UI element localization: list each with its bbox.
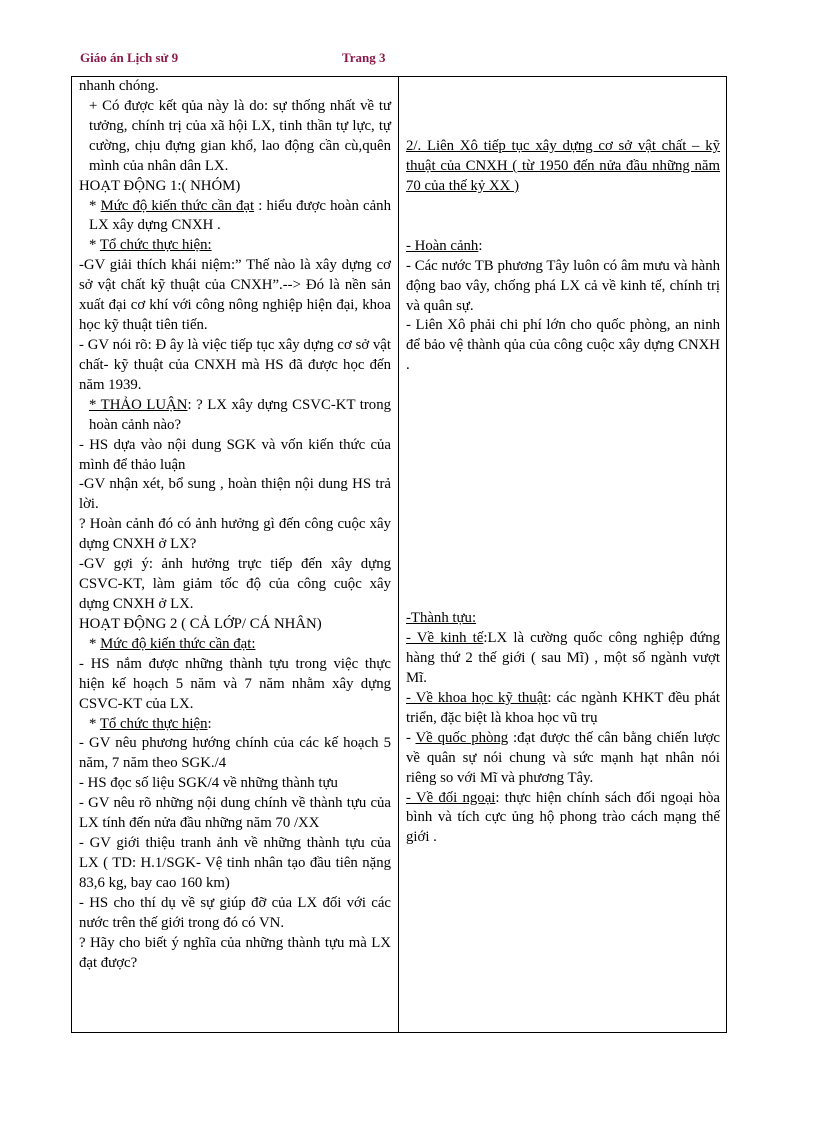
paragraph: -GV giải thích khái niệm:” Thế nào là xây dựng cơ sở vật chất kỹ thuật của CNXH”.--> Đó là nền sản xuất đại cơ khí với công nông nghiệp hiện đại, khoa học kỹ thuật tiên tiến. [79,257,391,334]
achievements-heading: -Thành tựu: [406,610,477,627]
paragraph: - HS dựa vào nội dung SGK và vốn kiến thức của mình để thảo luận [79,436,391,473]
foreign-affairs-label: - Về đối ngoại [406,789,496,806]
paragraph: ? Hoàn cảnh đó có ảnh hưởng gì đến công cuộc xây dựng CNXH ở LX? [79,516,391,553]
defense-item: - Về quốc phòng :đạt được thế cân bằng chiến lược về quân sự nói chung và sức mạnh hạt nhân nói riêng so với Mĩ và phương Tây. [406,729,720,786]
foreign-affairs-item: - Về đối ngoại: thực hiện chính sách đối ngoại hòa bình và tích cực ủng hộ phong trào cách mạng thế giới . [406,789,720,846]
paragraph: - GV nêu phương hướng chính của các kế hoạch 5 năm, 7 năm theo SGK./4 [79,735,391,772]
activity-1-organization: * Tổ chức thực hiện: [89,237,212,254]
activities-column [79,77,391,973]
paragraph: - HS cho thí dụ về sự giúp đỡ của LX đối với các nước trên thế giới trong đó có VN. [79,894,391,931]
discussion-label: * THẢO LUẬN [89,396,188,413]
paragraph: ? Hãy cho biết ý nghĩa của những thành tựu mà LX đạt được? [79,934,391,971]
objective-label: Mức độ kiến thức cần đạt: [100,635,256,652]
spacer [406,376,720,609]
paragraph: - GV nói rõ: Đ ây là việc tiếp tục xây dựng cơ sở vật chất- kỹ thuật của CNXH mà HS đã được học đến năm 1939. [79,336,391,393]
activity-2-organization: * Tổ chức thực hiện: [89,715,212,732]
paragraph: - Các nước TB phương Tây luôn có âm mưu và hành động bao vây, chống phá LX cả về kinh tế, chính trị và quân sự. [406,257,720,314]
paragraph: + Có được kết qủa này là do: sự thống nhất về tư tưởng, chính trị của xã hội LX, tinh thần tự lực, tự cường, chịu đựng gian khổ, lao động cần cù,quên mình của nhân dân LX. [89,97,391,174]
section-2-title: 2/. Liên Xô tiếp tục xây dựng cơ sở vật chất – kỹ thuật của CNXH ( từ 1950 đến nửa đầu những năm 70 của thế kỷ XX ) [406,138,720,194]
economy-item: - Về kinh tế:LX là cường quốc công nghiệp đứng hàng thứ 2 thế giới ( sau Mĩ) , một số ngành vượt Mĩ. [406,630,720,686]
science-label: - Về khoa học kỹ thuật [406,689,548,706]
activity-2-heading: HOẠT ĐỘNG 2 ( CẢ LỚP/ CÁ NHÂN) [79,615,322,632]
discussion: * THẢO LUẬN: ? LX xây dựng CSVC-KT trong hoàn cảnh nào? [89,396,391,433]
science-item: - Về khoa học kỹ thuật: các ngành KHKT đều phát triển, đặc biệt là khoa học vũ trụ [406,689,720,726]
activity-2-objective: * Mức độ kiến thức cần đạt: [89,635,256,652]
subject-title: Giáo án Lịch sử 9 [80,50,179,65]
defense-label: Về quốc phòng [415,729,509,746]
organization-label: Tổ chức thực hiện [99,715,208,732]
paragraph: - GV nêu rõ những nội dung chính về thành tựu của LX tính đến nửa đầu những năm 70 /XX [79,795,391,832]
objective-label: Mức độ kiến thức cần đạt [100,197,255,214]
spacer [406,77,720,137]
page-header [80,50,480,70]
column-divider [398,77,399,1032]
lesson-table [71,76,727,1033]
paragraph: nhanh chóng. [79,78,159,94]
economy-label: - Về kinh tế [406,630,484,647]
page-number: Trang 3 [342,50,386,65]
paragraph: - HS nắm được những thành tựu trong việc thực hiện kế hoạch 5 năm và 7 năm nhằm xây dựng CSVC-KT của LX. [79,655,391,712]
paragraph: -GV nhận xét, bổ sung , hoàn thiện nội dung HS trả lời. [79,476,391,513]
paragraph: - GV giới thiệu tranh ảnh về những thành tựu của LX ( TD: H.1/SGK- Vệ tinh nhân tạo đầu tiên nặng 83,6 kg, bay cao 160 km) [79,835,391,891]
context-label: - Hoàn cảnh [406,237,479,254]
paragraph: -GV gợi ý: ảnh hưởng trực tiếp đến xây dựng CSVC-KT, làm giảm tốc độ của công cuộc xây dựng CNXH ở LX. [79,556,391,612]
organization-label: Tổ chức thực hiện: [99,237,212,254]
paragraph: - Liên Xô phải chi phí lớn cho quốc phòng, an ninh để bảo vệ thành qủa của công cuộc xây dựng CNXH . [406,317,720,374]
activity-1-objective: * Mức độ kiến thức cần đạt : hiểu được hoàn cảnh LX xây dựng CNXH . [89,197,391,234]
paragraph: - HS đọc số liệu SGK/4 về những thành tựu [79,775,338,792]
content-column [406,77,720,848]
activity-1-heading: HOẠT ĐỘNG 1:( NHÓM) [79,177,241,194]
spacer [406,197,720,237]
context-heading: - Hoàn cảnh: [406,237,483,254]
